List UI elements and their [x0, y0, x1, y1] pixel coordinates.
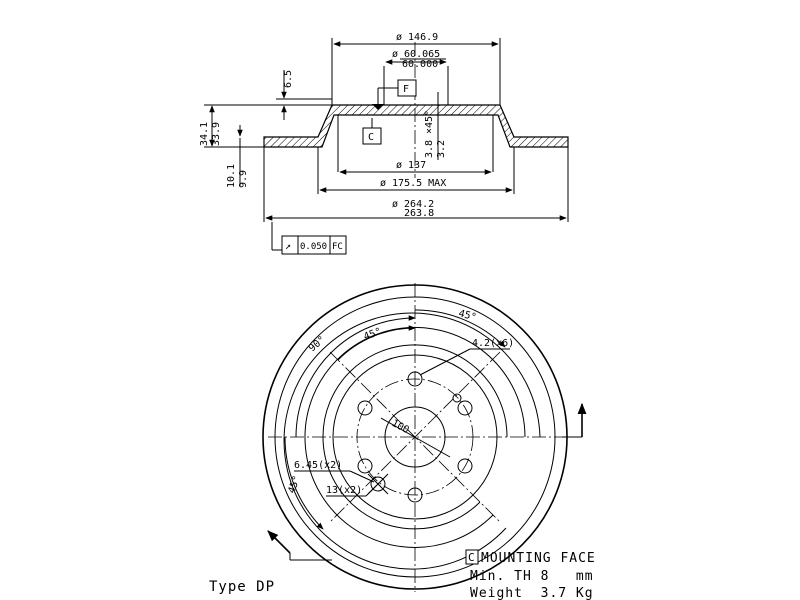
- dim-10-1: 10.1: [226, 163, 237, 188]
- dim-9-9: 9.9: [238, 169, 249, 188]
- runout-icon: ↗: [285, 241, 292, 252]
- chamfer-3-2: 3.2: [436, 139, 447, 158]
- holes-4-2: 4.2(x6): [472, 338, 515, 349]
- type-label: Type DP: [209, 579, 276, 595]
- mounting-face: MOUNTING FACE: [481, 551, 596, 566]
- min-thickness: Min. TH 8 mm: [470, 569, 594, 584]
- dim-263-8: 263.8: [404, 208, 435, 219]
- weight: Weight 3.7 Kg: [470, 586, 594, 600]
- notes-block: [209, 550, 596, 600]
- holes-13: 13(x2): [326, 485, 363, 496]
- chamfer-3-8: 3.8: [424, 139, 435, 158]
- bolt-hole: [358, 459, 372, 473]
- cut-arrow-left: [268, 531, 290, 553]
- threaded-hole: [453, 394, 461, 402]
- angle-90: 90°: [306, 334, 328, 355]
- holes-4-2-leader: [420, 349, 470, 375]
- section-view: [199, 32, 568, 254]
- angle-45-right: 45°: [457, 308, 478, 324]
- datum-c: C: [368, 132, 375, 143]
- chamfer-45: ×45°: [424, 109, 435, 134]
- angle-45-top: 45°: [362, 326, 383, 343]
- bolt-hole: [358, 401, 372, 415]
- datum-f: F: [403, 84, 410, 95]
- tol-value: 0.050: [300, 242, 328, 252]
- plan-view: [263, 283, 582, 592]
- disc-section-profile: [264, 105, 568, 147]
- dim-33-9: 33.9: [211, 121, 222, 146]
- dim-6-5: 6.5: [283, 69, 294, 88]
- disc-ring-2: [284, 313, 540, 569]
- dim-137: ø 137: [396, 160, 427, 171]
- dim-60-000: 60.000: [402, 59, 439, 70]
- dim-264-2: ø 264.2: [392, 199, 435, 210]
- dim-146-9: ø 146.9: [396, 32, 439, 43]
- pcd-100: 100: [389, 417, 411, 437]
- dim-175-5: ø 175.5 MAX: [380, 178, 447, 189]
- tol-datums: FC: [332, 242, 343, 252]
- angle-45-lower: 45°: [286, 474, 303, 496]
- holes-6-45: 6.45(x2): [294, 460, 343, 471]
- mounting-code: C: [468, 551, 475, 564]
- dim-60-065: ø 60.065: [392, 49, 441, 60]
- dim-34-1: 34.1: [199, 121, 210, 146]
